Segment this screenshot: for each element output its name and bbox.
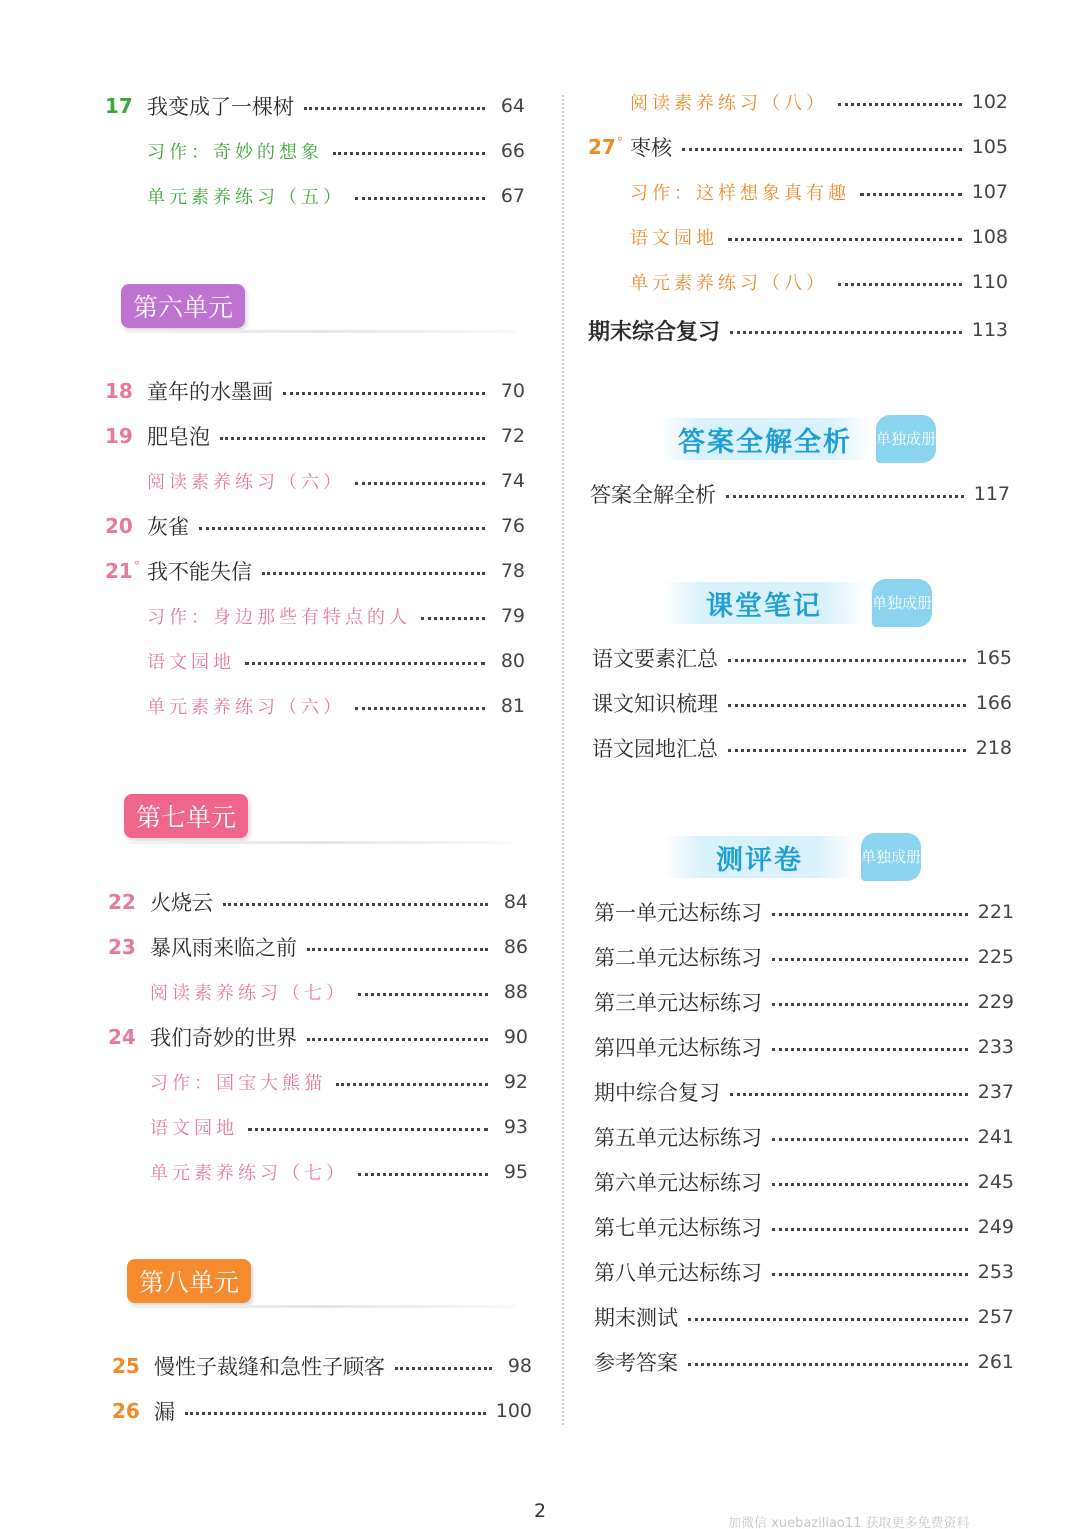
page-number: 78 — [500, 560, 525, 582]
entry-title: 我不能失信 — [147, 560, 252, 584]
leader-dots — [860, 193, 962, 196]
entry-title: 暴风雨来临之前 — [150, 936, 297, 960]
entry-title: 单元素养练习（七） — [150, 1163, 348, 1184]
entry-title: 漏 — [154, 1400, 175, 1424]
page-number: 108 — [971, 226, 1008, 248]
lesson-number: 27° — [588, 135, 623, 159]
page-number: 166 — [975, 692, 1012, 714]
entry-title: 单元素养练习（六） — [147, 697, 345, 718]
page-number: 218 — [975, 737, 1012, 759]
leader-dots — [262, 572, 485, 575]
page-number: 241 — [977, 1126, 1014, 1148]
page-number: 72 — [500, 425, 525, 447]
toc-entry[interactable] — [592, 687, 1012, 719]
toc-entry[interactable] — [105, 555, 525, 587]
page-number: 66 — [500, 140, 525, 162]
entry-title: 童年的水墨画 — [147, 380, 273, 404]
leader-dots — [336, 1083, 488, 1086]
watermark-text: 加微信 xuebaziliao11 获取更多免费资料 — [728, 1516, 970, 1529]
leader-dots — [838, 103, 962, 106]
entry-title: 习作：国宝大熊猫 — [150, 1073, 326, 1094]
leader-dots — [333, 152, 485, 155]
entry-title: 灰雀 — [147, 515, 189, 539]
toc-entry[interactable] — [108, 1066, 528, 1098]
toc-entry[interactable] — [588, 221, 1008, 253]
leader-dots — [395, 1367, 492, 1370]
entry-title: 肥皂泡 — [147, 425, 210, 449]
section-title: 课堂笔记 — [662, 582, 866, 624]
toc-entry-final-review[interactable] — [588, 314, 1008, 346]
toc-entry[interactable] — [108, 931, 528, 963]
entry-title: 第八单元达标练习 — [594, 1261, 762, 1285]
leader-dots — [772, 1228, 968, 1231]
page-number: 100 — [495, 1400, 532, 1422]
page-number: 229 — [977, 991, 1014, 1013]
entry-title: 阅读素养练习（八） — [630, 93, 828, 114]
toc-entry[interactable] — [594, 941, 1014, 973]
page-number: 237 — [977, 1081, 1014, 1103]
page-number-footer: 2 — [533, 1500, 547, 1522]
leader-dots — [199, 527, 485, 530]
page-number: 257 — [977, 1306, 1014, 1328]
page-number: 84 — [503, 891, 528, 913]
entry-title: 语文要素汇总 — [592, 647, 718, 671]
unit-6-badge[interactable]: 第六单元 — [121, 284, 245, 328]
toc-entry[interactable] — [108, 1111, 528, 1143]
separate-volume-tag: 单独成册 — [876, 415, 936, 463]
toc-entry[interactable] — [594, 1166, 1014, 1198]
lesson-number: 25 — [112, 1354, 140, 1378]
leader-dots — [355, 707, 485, 710]
lesson-number: 20 — [105, 514, 133, 538]
leader-dots — [358, 993, 488, 996]
leader-dots — [248, 1128, 488, 1131]
page-number: 79 — [500, 605, 525, 627]
lesson-number: 19 — [105, 424, 133, 448]
leader-dots — [688, 1318, 968, 1321]
entry-title: 期中综合复习 — [594, 1081, 720, 1105]
toc-entry[interactable] — [105, 690, 525, 722]
leader-dots — [730, 331, 962, 334]
leader-dots — [772, 1003, 968, 1006]
entry-title: 第四单元达标练习 — [594, 1036, 762, 1060]
page-number: 261 — [977, 1351, 1014, 1373]
entry-title: 习作：这样想象真有趣 — [630, 183, 850, 204]
entry-title: 阅读素养练习（六） — [147, 472, 345, 493]
leader-dots — [682, 148, 962, 151]
toc-entry[interactable] — [588, 266, 1008, 298]
leader-dots — [355, 482, 485, 485]
entry-title: 第五单元达标练习 — [594, 1126, 762, 1150]
leader-dots — [728, 749, 966, 752]
leader-dots — [245, 662, 485, 665]
toc-entry[interactable] — [594, 1256, 1014, 1288]
lesson-number: 21° — [105, 559, 140, 583]
entry-title: 期末综合复习 — [588, 319, 721, 345]
page-number: 93 — [503, 1116, 528, 1138]
entry-title: 第七单元达标练习 — [594, 1216, 762, 1240]
lesson-number: 22 — [108, 890, 136, 914]
entry-title: 答案全解全析 — [590, 483, 716, 507]
toc-entry[interactable] — [594, 1031, 1014, 1063]
page-number: 92 — [503, 1071, 528, 1093]
toc-entry[interactable] — [594, 1301, 1014, 1333]
leader-dots — [220, 437, 485, 440]
toc-entry[interactable] — [592, 642, 1012, 674]
toc-entry[interactable] — [594, 1121, 1014, 1153]
leader-dots — [185, 1412, 486, 1415]
page-number: 249 — [977, 1216, 1014, 1238]
leader-dots — [728, 659, 966, 662]
lesson-number: 26 — [112, 1399, 140, 1423]
page-number: 86 — [503, 936, 528, 958]
page-number: 98 — [507, 1355, 532, 1377]
toc-entry[interactable] — [112, 1350, 532, 1382]
leader-dots — [772, 1048, 968, 1051]
page-number: 95 — [503, 1161, 528, 1183]
entry-title: 我变成了一棵树 — [147, 95, 294, 119]
entry-title: 习作：奇妙的想象 — [147, 142, 323, 163]
unit-7-badge[interactable]: 第七单元 — [124, 794, 248, 838]
toc-entry[interactable] — [594, 1346, 1014, 1378]
page-number: 233 — [977, 1036, 1014, 1058]
leader-dots — [421, 617, 485, 620]
toc-entry[interactable] — [108, 886, 528, 918]
entry-title: 期末测试 — [594, 1306, 678, 1330]
entry-title: 课文知识梳理 — [592, 692, 718, 716]
toc-entry[interactable] — [594, 1076, 1014, 1108]
toc-entry[interactable] — [105, 600, 525, 632]
entry-title: 单元素养练习（八） — [630, 273, 828, 294]
toc-entry[interactable] — [105, 90, 525, 122]
toc-entry[interactable] — [112, 1395, 532, 1427]
unit-underline — [126, 330, 516, 333]
section-title: 答案全解全析 — [660, 418, 870, 460]
leader-dots — [688, 1363, 968, 1366]
page-number: 105 — [971, 136, 1008, 158]
toc-entry[interactable] — [105, 135, 525, 167]
unit-8-badge[interactable]: 第八单元 — [127, 1259, 251, 1303]
leader-dots — [304, 107, 485, 110]
leader-dots — [772, 1183, 968, 1186]
leader-dots — [726, 495, 964, 498]
entry-title: 第一单元达标练习 — [594, 901, 762, 925]
toc-entry[interactable] — [588, 176, 1008, 208]
page-number: 64 — [500, 95, 525, 117]
toc-entry[interactable] — [108, 1021, 528, 1053]
page-number: 102 — [971, 91, 1008, 113]
toc-entry[interactable] — [105, 465, 525, 497]
tests-section-header[interactable] — [664, 834, 921, 880]
leader-dots — [772, 958, 968, 961]
page-number: 107 — [971, 181, 1008, 203]
toc-entry[interactable] — [105, 420, 525, 452]
leader-dots — [728, 704, 966, 707]
page-number: 81 — [500, 695, 525, 717]
page-number: 225 — [977, 946, 1014, 968]
page-number: 221 — [977, 901, 1014, 923]
lesson-number: 23 — [108, 935, 136, 959]
leader-dots — [772, 913, 968, 916]
column-divider — [562, 95, 564, 1425]
lesson-number: 17 — [105, 94, 133, 118]
unit-underline — [128, 841, 513, 844]
toc-entry[interactable] — [594, 986, 1014, 1018]
toc-entry[interactable] — [105, 510, 525, 542]
leader-dots — [307, 1038, 488, 1041]
page-number: 165 — [975, 647, 1012, 669]
toc-entry[interactable] — [105, 645, 525, 677]
page-number: 253 — [977, 1261, 1014, 1283]
answers-section-header[interactable] — [660, 416, 936, 462]
section-title: 测评卷 — [664, 836, 855, 878]
notes-section-header[interactable] — [662, 580, 932, 626]
entry-title: 语文园地 — [147, 652, 235, 673]
separate-volume-tag: 单独成册 — [861, 833, 921, 881]
entry-title: 语文园地 — [150, 1118, 238, 1139]
toc-entry[interactable] — [108, 1156, 528, 1188]
toc-entry[interactable] — [592, 732, 1012, 764]
unit-underline — [131, 1305, 516, 1308]
entry-title: 第三单元达标练习 — [594, 991, 762, 1015]
entry-title: 阅读素养练习（七） — [150, 983, 348, 1004]
page-number: 110 — [971, 271, 1008, 293]
page-number: 245 — [977, 1171, 1014, 1193]
entry-title: 习作：身边那些有特点的人 — [147, 607, 411, 628]
toc-entry[interactable] — [588, 86, 1008, 118]
leader-dots — [223, 903, 488, 906]
separate-volume-tag: 单独成册 — [872, 579, 932, 627]
leader-dots — [772, 1273, 968, 1276]
toc-entry[interactable] — [105, 180, 525, 212]
page-number: 113 — [971, 319, 1008, 341]
page-number: 67 — [500, 185, 525, 207]
leader-dots — [355, 197, 485, 200]
entry-title: 第二单元达标练习 — [594, 946, 762, 970]
entry-title: 语文园地汇总 — [592, 737, 718, 761]
toc-entry[interactable] — [594, 1211, 1014, 1243]
toc-entry[interactable] — [588, 131, 1008, 163]
page-number: 70 — [500, 380, 525, 402]
leader-dots — [728, 238, 962, 241]
lesson-number: 24 — [108, 1025, 136, 1049]
page-number: 90 — [503, 1026, 528, 1048]
page-number: 80 — [500, 650, 525, 672]
leader-dots — [358, 1173, 488, 1176]
page-number: 74 — [500, 470, 525, 492]
toc-entry[interactable] — [590, 478, 1010, 510]
page-number: 88 — [503, 981, 528, 1003]
leader-dots — [730, 1093, 968, 1096]
entry-title: 我们奇妙的世界 — [150, 1026, 297, 1050]
toc-entry[interactable] — [594, 896, 1014, 928]
entry-title: 参考答案 — [594, 1351, 678, 1375]
leader-dots — [283, 392, 485, 395]
page-number: 76 — [500, 515, 525, 537]
toc-entry[interactable] — [108, 976, 528, 1008]
page-number: 117 — [973, 483, 1010, 505]
entry-title: 语文园地 — [630, 228, 718, 249]
entry-title: 火烧云 — [150, 891, 213, 915]
entry-title: 枣核 — [630, 136, 672, 160]
entry-title: 第六单元达标练习 — [594, 1171, 762, 1195]
entry-title: 单元素养练习（五） — [147, 187, 345, 208]
leader-dots — [307, 948, 488, 951]
leader-dots — [838, 283, 962, 286]
entry-title: 慢性子裁缝和急性子顾客 — [154, 1355, 385, 1379]
toc-entry[interactable] — [105, 375, 525, 407]
lesson-number: 18 — [105, 379, 133, 403]
leader-dots — [772, 1138, 968, 1141]
